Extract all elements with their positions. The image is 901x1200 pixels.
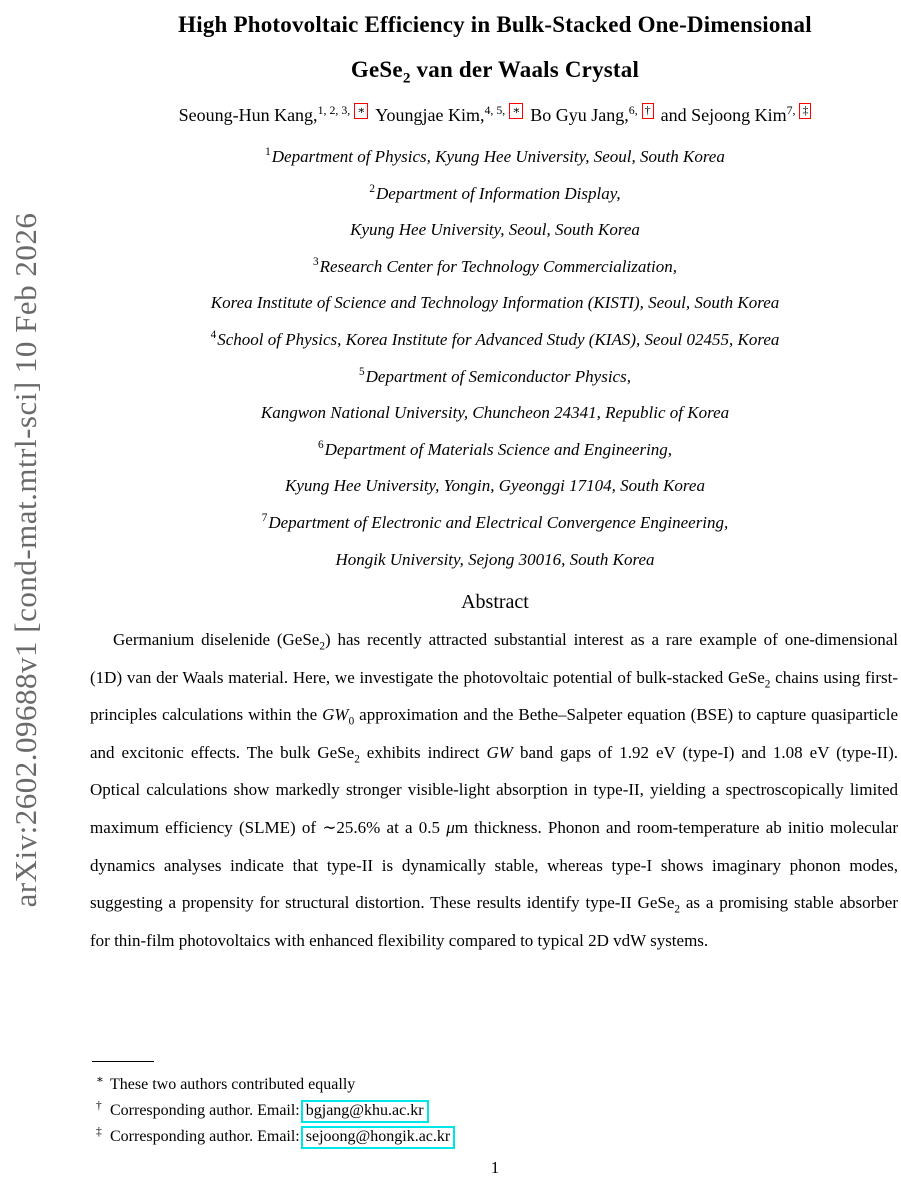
arxiv-watermark: arXiv:2602.09688v1 [cond-mat.mtrl-sci] 10 Feb 2026 — [8, 212, 43, 908]
author-line — [90, 100, 900, 130]
affiliation-text: Korea Institute of Science and Technology Information (KISTI), Seoul, South Korea — [210, 293, 780, 313]
author — [179, 105, 369, 125]
affiliation-text: Department of Materials Science and Engineering, — [324, 439, 673, 459]
footnote: ‡ Corresponding author. Email: sejoong@hongik.ac.kr — [90, 1124, 900, 1150]
paper-title — [90, 2, 900, 92]
affiliation-number: 2 — [369, 182, 375, 195]
author — [661, 105, 812, 125]
affiliation-number: 6 — [317, 439, 324, 452]
email-link[interactable]: bgjang@khu.ac.kr — [301, 1100, 429, 1123]
author-name: and Sejoong Kim — [660, 105, 787, 125]
affiliation-text: Department of Physics, Kyung Hee University, Seoul, South Korea — [271, 147, 725, 166]
footnote-text: Corresponding author. Email: — [110, 1102, 300, 1119]
affiliation-line — [90, 322, 900, 359]
footnote-block — [90, 1056, 900, 1150]
affiliation-text: Kyung Hee University, Seoul, South Korea — [350, 220, 640, 240]
affiliation-line — [90, 285, 900, 322]
affiliation-text: Research Center for Technology Commercialization, — [319, 256, 678, 276]
affiliation-text: Kangwon National University, Chuncheon 24341, Republic of Korea — [260, 403, 730, 423]
author-superscript: 1, 2, 3, — [317, 103, 354, 117]
affiliation-line — [90, 139, 900, 176]
affiliation-text: Department of Semiconductor Physics, — [365, 366, 631, 386]
affiliation-number: 3 — [312, 256, 319, 269]
footnote-marker-link[interactable]: ∗ — [509, 103, 523, 119]
abstract-text: Germanium diselenide (GeSe$_2$) has recently attracted substantial interest as a rare example of one-dimensional (1D) van der Waals material. Here, we investigate the photovoltaic potential of bulk-stacked GeSe$_2$ chains using first-principles calculations within the $GW_0$ approximation and the Bethe–Salpeter equation (BSE) to capture quasiparticle and excitonic effects. The bulk GeSe$_2$ exhibits indirect GW band gaps of 1.92 eV (type-I) and 1.08 eV (type-II). Optical calculations show markedly stronger visible-light absorption in type-II, yielding a spectroscopically limited maximum efficiency (SLME) of ∼25.6% at a 0.5 μm thickness. Phonon and room-temperature ab initio molecular dynamics analyses indicate that type-II is dynamically stable, whereas type-I shows imaginary phonon modes, suggesting a propensity for structural distortion. These results identify type-II GeSe$_2$ as a promising stable absorber for thin-film photovoltaics with enhanced flexibility compared to typical 2D vdW systems. — [90, 630, 898, 950]
footnote-marker-link[interactable]: ‡ — [799, 103, 811, 119]
affiliation-line — [90, 432, 900, 469]
author-superscript: 7, — [786, 103, 799, 117]
email-link[interactable]: sejoong@hongik.ac.kr — [301, 1126, 455, 1149]
author — [375, 105, 523, 125]
author-name: Seoung-Hun Kang, — [178, 105, 318, 125]
footnote-rule — [92, 1061, 154, 1062]
abstract-heading: Abstract — [461, 591, 529, 613]
author-name: Youngjae Kim, — [375, 105, 485, 125]
affiliation-text: Department of Electronic and Electrical Convergence Engineering, — [268, 512, 729, 532]
affiliation-text: Department of Information Display, — [376, 183, 621, 203]
footnote-text: These two authors contributed equally — [110, 1076, 356, 1093]
affiliation-line — [90, 176, 900, 213]
footnote: † Corresponding author. Email: bgjang@khu.ac.kr — [90, 1098, 900, 1124]
author-superscript: 4, 5, — [484, 103, 509, 117]
footnote-marker-link[interactable]: † — [642, 103, 654, 119]
affiliation-line — [90, 542, 900, 579]
footnote-text: Corresponding author. Email: — [110, 1128, 300, 1145]
affiliation-number: 1 — [265, 146, 271, 159]
affiliation-line — [90, 212, 900, 249]
affiliation-text: Kyung Hee University, Yongin, Gyeonggi 17104, South Korea — [285, 476, 705, 496]
affiliation-text: Hongik University, Sejong 30016, South Korea — [335, 549, 655, 569]
affiliation-text: School of Physics, Korea Institute for Advanced Study (KIAS), Seoul 02455, Korea — [217, 329, 780, 349]
author-superscript: 6, — [628, 103, 641, 117]
affiliation-number: 7 — [261, 512, 268, 525]
affiliation-number: 4 — [210, 329, 217, 342]
page-number: 1 — [490, 1158, 500, 1177]
affiliation-number: 5 — [359, 365, 365, 378]
affiliation-line — [90, 505, 900, 542]
paper-title-line2: GeSe$_2$ van der Waals Crystal — [350, 57, 640, 87]
author — [530, 105, 653, 125]
affiliation-block — [90, 139, 900, 578]
affiliation-line — [90, 468, 900, 505]
affiliation-line — [90, 359, 900, 396]
paper-title-line1: High Photovoltaic Efficiency in Bulk-Stacked One-Dimensional — [178, 12, 812, 37]
footnote: ∗ These two authors contributed equally — [96, 1073, 356, 1093]
footnote-marker-link[interactable]: ∗ — [354, 103, 368, 119]
affiliation-line — [90, 395, 900, 432]
affiliation-line — [90, 249, 900, 286]
author-name: Bo Gyu Jang, — [530, 105, 629, 125]
